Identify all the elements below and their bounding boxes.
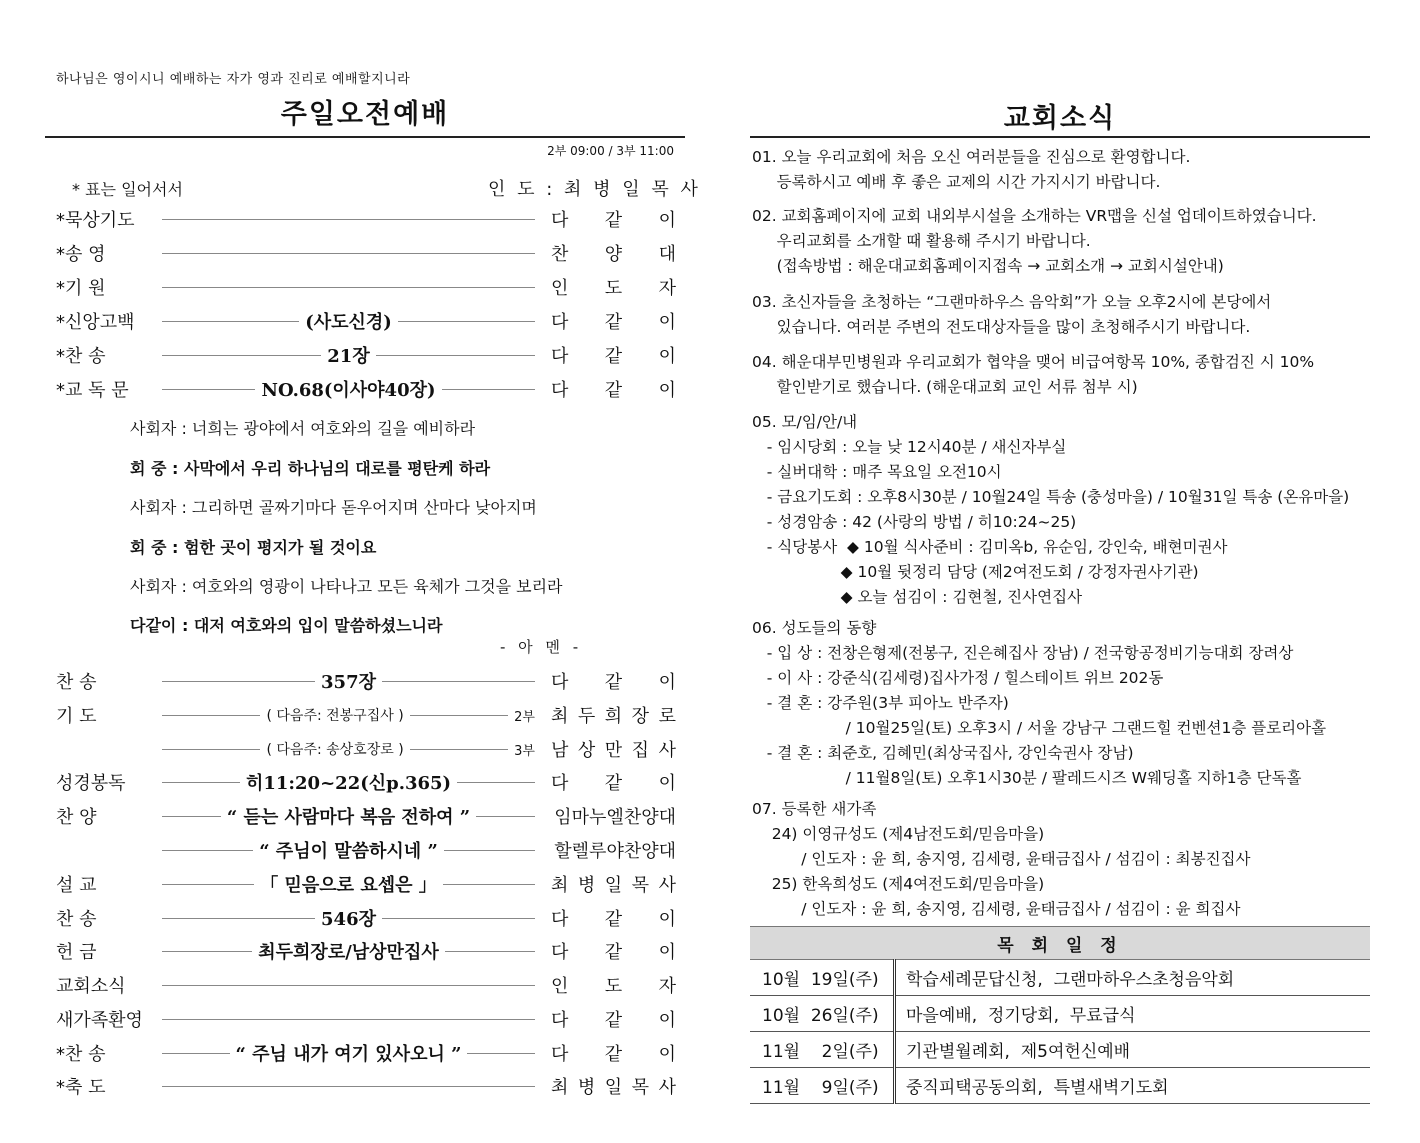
news-line: - 결 혼 : 강주원(3부 피아노 반주자) (752, 694, 1009, 712)
order-label: *묵상기도 (56, 210, 135, 231)
responsive-line: 회 중 : 험한 곳이 평지가 될 것이요 (130, 538, 377, 557)
order-middle (156, 803, 551, 829)
order-item-text: NO.68(이사야40장) (261, 380, 436, 401)
order-label: 설 교 (56, 875, 97, 896)
order-middle (156, 837, 551, 863)
order-label: 새가족환영 (56, 1010, 143, 1031)
responsive-line: 사회자 : 여호와의 영광이 나타나고 모든 육체가 그것을 보리라 (130, 577, 563, 596)
order-person: 다 같 이 (551, 346, 676, 367)
order-middle (156, 668, 551, 694)
schedule-row (750, 960, 1370, 996)
order-item-text: “ 듣는 사람마다 복음 전하여 ” (226, 807, 471, 828)
worship-leader: 인 도 : 최 병 일 목 사 (488, 179, 701, 200)
news-line: / 10월25일(토) 오후3시 / 서울 강남구 그랜드힐 컨벤션1층 플로리아홀 (752, 719, 1327, 737)
order-label: *신앙고백 (56, 312, 135, 333)
order-person: 다 같 이 (551, 942, 676, 963)
order-label: 교회소식 (56, 976, 126, 997)
order-person: 최 병 일 목 사 (551, 1077, 676, 1098)
order-middle (156, 308, 551, 334)
order-person: 다 같 이 (551, 312, 676, 333)
stand-note: * 표는 일어서서 (72, 180, 183, 199)
pastoral-schedule-table (750, 926, 1370, 1104)
news-line: - 결 혼 : 최준호, 김혜민(최상국집사, 강인숙권사 장남) (752, 744, 1134, 762)
order-row (56, 936, 676, 966)
order-row (56, 700, 676, 730)
order-person: 다 같 이 (551, 773, 676, 794)
news-line: 01. 오늘 우리교회에 처음 오신 여러분들을 진심으로 환영합니다. (752, 148, 1191, 166)
news-line: - 식당봉사 ◆ 10월 식사준비 : 김미옥b, 유순임, 강인숙, 배현미권사 (752, 538, 1228, 556)
schedule-date: 10월 26일(주) (750, 996, 895, 1032)
news-line: - 이 사 : 강준식(김세령)집사가정 / 힐스테이트 위브 202동 (752, 669, 1164, 687)
news-line: 25) 한옥희성도 (제4여전도회/믿음마을) (752, 875, 1045, 893)
order-label: 헌 금 (56, 942, 97, 963)
news-line: / 인도자 : 윤 희, 송지영, 김세령, 윤태금집사 / 섬김이 : 윤 희집사 (752, 900, 1241, 918)
responsive-line: 회 중 : 사막에서 우리 하나님의 대로를 평탄케 하라 (130, 459, 491, 478)
order-label: 찬 송 (56, 909, 97, 930)
left-title-rule (45, 136, 685, 138)
order-row (56, 340, 676, 370)
news-line: - 임시당회 : 오늘 낮 12시40분 / 새신자부실 (752, 438, 1067, 456)
order-item-text: “ 주님이 말씀하시네 ” (259, 841, 438, 862)
order-label: 성경봉독 (56, 773, 126, 794)
motto: 하나님은 영이시니 예배하는 자가 영과 진리로 예배할지니라 (56, 72, 411, 87)
order-label: 찬 양 (56, 807, 97, 828)
order-person: 인 도 자 (551, 976, 676, 997)
order-row (56, 734, 676, 764)
order-middle (156, 938, 551, 964)
news-line: - 성경암송 : 42 (사랑의 방법 / 히10:24~25) (752, 513, 1077, 531)
order-middle (156, 1086, 551, 1087)
order-person: 최 두 희 장 로 (551, 706, 676, 727)
schedule-row (750, 996, 1370, 1032)
order-person: 다 같 이 (551, 672, 676, 693)
order-middle (156, 253, 551, 254)
news-line: 24) 이영규성도 (제4남전도회/믿음마을) (752, 825, 1045, 843)
order-row (56, 306, 676, 336)
service-times: 2부 09:00 / 3부 11:00 (547, 144, 674, 158)
schedule-row (750, 1032, 1370, 1068)
order-middle (156, 705, 551, 725)
order-middle (156, 1040, 551, 1066)
news-line: / 인도자 : 윤 희, 송지영, 김세령, 윤태금집사 / 섬김이 : 최봉진집사 (752, 850, 1251, 868)
service-part: 3부 (514, 743, 535, 759)
amen: - 아 멘 - (500, 638, 583, 656)
order-row (56, 970, 676, 1000)
order-label: *송 영 (56, 244, 106, 265)
news-line: / 11월8일(토) 오후1시30분 / 팔레드시즈 W웨딩홀 지하1층 단독홀 (752, 769, 1302, 787)
order-item-text: 546장 (321, 909, 376, 930)
order-row (56, 1071, 676, 1101)
order-item-text: 히11:20~22(신p.365) (245, 773, 452, 794)
responsive-line: 사회자 : 너희는 광야에서 여호와의 길을 예비하라 (130, 419, 476, 438)
order-item-text: ( 다음주: 송상호장로 ) (266, 742, 404, 758)
order-middle (156, 985, 551, 986)
order-row (56, 903, 676, 933)
order-person: 남 상 만 집 사 (551, 740, 676, 761)
left-title: 주일오전예배 (280, 99, 450, 130)
order-label: 찬 송 (56, 672, 97, 693)
order-row (56, 869, 676, 899)
schedule-date: 11월 9일(주) (750, 1068, 895, 1104)
news-line: 02. 교회홈페이지에 교회 내외부시설을 소개하는 VR맵을 신설 업데이트하였습니다. (752, 207, 1317, 225)
right-title: 교회소식 (1003, 103, 1117, 134)
news-line: 할인받기로 했습니다. (해운대교회 교인 서류 첨부 시) (752, 378, 1138, 396)
schedule-row (750, 1068, 1370, 1104)
order-person: 할렐루야찬양대 (554, 841, 676, 862)
schedule-event: 중직피택공동의회, 특별새벽기도회 (895, 1068, 1371, 1104)
news-line: 있습니다. 여러분 주변의 전도대상자들을 많이 초청해주시기 바랍니다. (752, 318, 1251, 336)
service-part: 2부 (514, 709, 535, 725)
right-title-rule (750, 136, 1370, 138)
news-line: (접속방법 : 해운대교회홈페이지접속 → 교회소개 → 교회시설안내) (752, 257, 1224, 275)
order-row (56, 238, 676, 268)
order-row (56, 1038, 676, 1068)
order-middle (156, 871, 551, 897)
order-item-text: 최두희장로/남상만집사 (258, 942, 439, 963)
news-line: 06. 성도들의 동향 (752, 619, 877, 637)
order-person: 다 같 이 (551, 909, 676, 930)
order-label: *기 원 (56, 278, 106, 299)
schedule-event: 학습세례문답신청, 그랜마하우스초청음악회 (895, 960, 1371, 996)
responsive-line: 사회자 : 그리하면 골짜기마다 돋우어지며 산마다 낮아지며 (130, 498, 537, 517)
order-person: 다 같 이 (551, 210, 676, 231)
news-line: 04. 해운대부민병원과 우리교회가 협약을 맺어 비급여항목 10%, 종합검진 시 10% (752, 353, 1315, 371)
news-line: 03. 초신자들을 초청하는 “그랜마하우스 음악회”가 오늘 오후2시에 본당에서 (752, 293, 1272, 311)
order-middle (156, 769, 551, 795)
schedule-header: 목 회 일 정 (750, 927, 1370, 960)
order-middle (156, 739, 551, 759)
schedule-date: 11월 2일(주) (750, 1032, 895, 1068)
order-person: 다 같 이 (551, 380, 676, 401)
order-item-text: 21장 (327, 346, 370, 367)
order-row (56, 767, 676, 797)
order-item-text: “ 주님 내가 여기 있사오니 ” (235, 1044, 462, 1065)
order-person: 최 병 일 목 사 (551, 875, 676, 896)
news-line: ◆ 10월 뒷정리 담당 (제2여전도회 / 강정자권사기관) (752, 563, 1199, 581)
news-line: - 금요기도회 : 오후8시30분 / 10월24일 특송 (충성마을) / 10월31일 특송 (온유마을) (752, 488, 1350, 506)
schedule-date: 10월 19일(주) (750, 960, 895, 996)
news-line: - 입 상 : 전창은형제(전봉구, 진은혜집사 장남) / 전국항공정비기능대회 장려상 (752, 644, 1294, 662)
order-middle (156, 219, 551, 220)
order-label: *찬 송 (56, 346, 106, 367)
order-middle (156, 342, 551, 368)
news-line: 05. 모/임/안/내 (752, 413, 858, 431)
order-person: 임마누엘찬양대 (554, 807, 676, 828)
schedule-event: 기관별월례회, 제5여헌신예배 (895, 1032, 1371, 1068)
news-line: ◆ 오늘 섬김이 : 김현철, 진사연집사 (752, 588, 1083, 606)
order-item-text: 「 믿음으로 요셉은 」 (260, 875, 437, 896)
responsive-line: 다같이 : 대저 여호와의 입이 말씀하셨느니라 (130, 616, 443, 635)
order-middle (156, 376, 551, 402)
news-line: 우리교회를 소개할 때 활용해 주시기 바랍니다. (752, 232, 1091, 250)
order-row (56, 1004, 676, 1034)
order-row (56, 801, 676, 831)
news-line: 등록하시고 예배 후 좋은 교제의 시간 가지시기 바랍니다. (752, 173, 1161, 191)
news-line: 07. 등록한 새가족 (752, 800, 877, 818)
order-item-text: 357장 (321, 672, 376, 693)
order-row (56, 374, 676, 404)
order-row (56, 835, 676, 865)
order-row (56, 204, 676, 234)
order-label: *축 도 (56, 1077, 106, 1098)
order-middle (156, 287, 551, 288)
order-label: *교 독 문 (56, 380, 129, 401)
order-middle (156, 905, 551, 931)
order-item-text: (사도신경) (305, 312, 392, 333)
order-person: 다 같 이 (551, 1010, 676, 1031)
order-row (56, 272, 676, 302)
order-person: 다 같 이 (551, 1044, 676, 1065)
order-person: 인 도 자 (551, 278, 676, 299)
order-label: 기 도 (56, 706, 97, 727)
order-row (56, 666, 676, 696)
order-middle (156, 1019, 551, 1020)
news-line: - 실버대학 : 매주 목요일 오전10시 (752, 463, 1002, 481)
order-label: *찬 송 (56, 1044, 106, 1065)
order-person: 찬 양 대 (551, 244, 676, 265)
order-item-text: ( 다음주: 전봉구집사 ) (266, 708, 404, 724)
schedule-event: 마을예배, 정기당회, 무료급식 (895, 996, 1371, 1032)
